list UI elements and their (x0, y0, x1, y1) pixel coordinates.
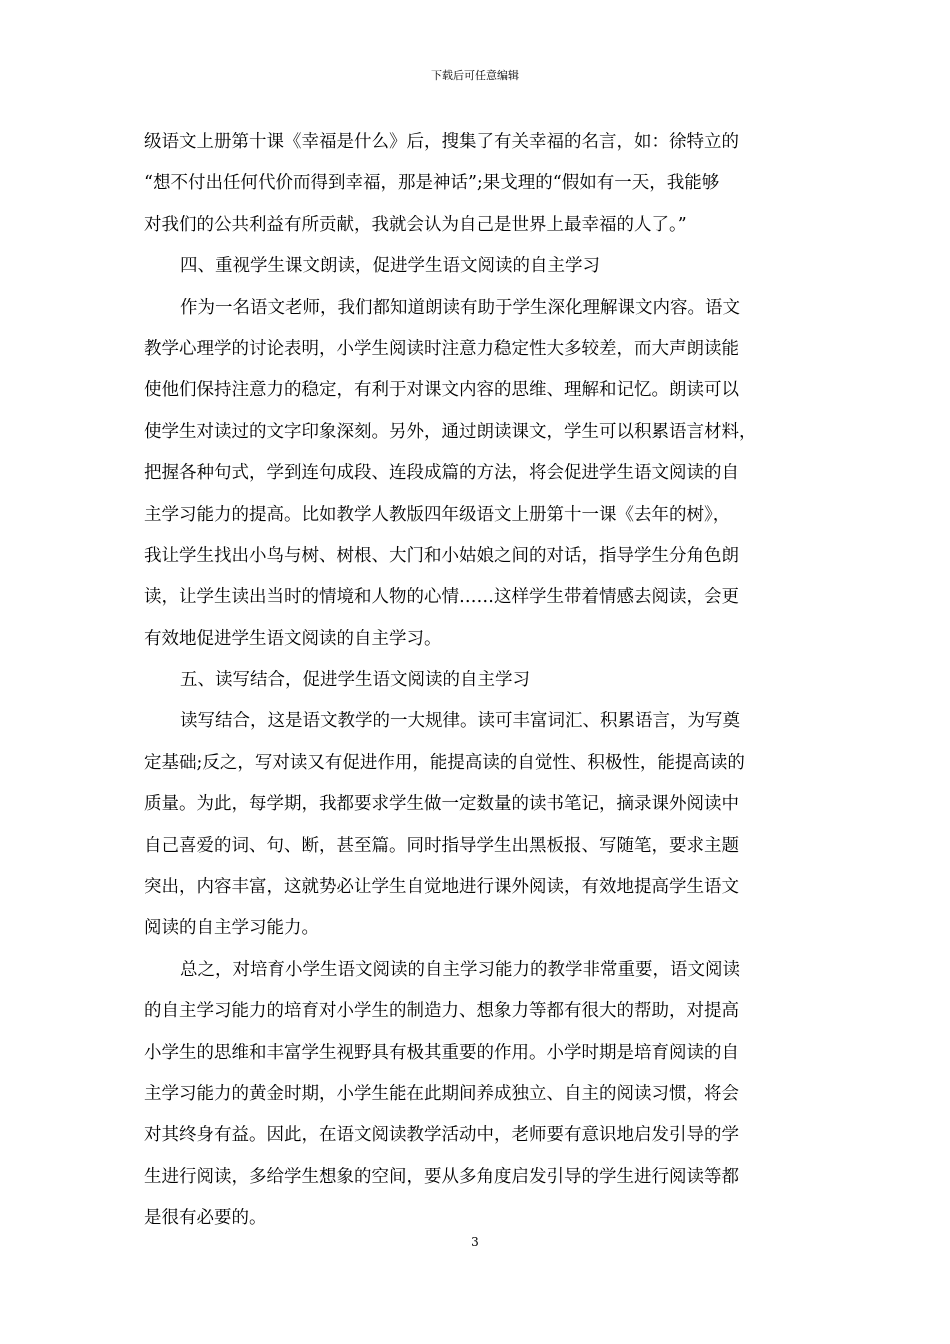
text-line: 我让学生找出小鸟与树、树根、大门和小姑娘之间的对话，指导学生分角色朗 (144, 545, 739, 566)
text-line: 把握各种句式，学到连句成段、连段成篇的方法，将会促进学生语文阅读的自 (144, 463, 739, 484)
page-number: 3 (471, 1235, 479, 1249)
text-line: 主学习能力的提高。比如教学人教版四年级语文上册第十一课《去年的树》， (144, 504, 731, 525)
text-line: 定基础;反之，写对读又有促进作用，能提高读的自觉性、积极性，能提高读的 (144, 752, 745, 773)
section-heading: 五、读写结合，促进学生语文阅读的自主学习 (180, 670, 530, 691)
text-line: 教学心理学的讨论表明，小学生阅读时注意力稳定性大多较差，而大声朗读能 (144, 338, 739, 359)
text-line: 读写结合，这是语文教学的一大规律。读可丰富词汇、积累语言，为写奠 (180, 711, 740, 732)
text-line: 作为一名语文老师，我们都知道朗读有助于学生深化理解课文内容。语文 (180, 297, 740, 318)
text-line: 使学生对读过的文字印象深刻。另外，通过朗读课文，学生可以积累语言材料， (144, 421, 757, 442)
text-line: 有效地促进学生语文阅读的自主学习。 (144, 628, 442, 649)
text-line: 主学习能力的黄金时期，小学生能在此期间养成独立、自主的阅读习惯，将会 (144, 1083, 739, 1104)
text-line: 突出，内容丰富，这就势必让学生自觉地进行课外阅读，有效地提高学生语文 (144, 877, 739, 898)
text-line: 阅读的自主学习能力。 (144, 918, 319, 939)
document-body (144, 122, 814, 1240)
section-heading: 四、重视学生课文朗读，促进学生语文阅读的自主学习 (180, 256, 600, 277)
text-line: 读，让学生读出当时的情境和人物的心情……这样学生带着情感去阅读，会更 (144, 587, 739, 608)
text-line: 级语文上册第十课《幸福是什么》后，搜集了有关幸福的名言，如：徐特立的 (144, 132, 739, 152)
text-line: 小学生的思维和丰富学生视野具有极其重要的作用。小学时期是培育阅读的自 (144, 1042, 739, 1063)
page-header: 下载后可任意编辑 (431, 69, 519, 82)
text-line: 对我们的公共利益有所贡献，我就会认为自己是世界上最幸福的人了。” (144, 214, 687, 235)
text-line: 生进行阅读，多给学生想象的空间，要从多角度启发引导的学生进行阅读等都 (144, 1166, 739, 1187)
text-line: “想不付出任何代价而得到幸福，那是神话”;果戈理的“假如有一天，我能够 (144, 173, 720, 194)
text-line: 质量。为此，每学期，我都要求学生做一定数量的读书笔记，摘录课外阅读中 (144, 794, 739, 815)
text-line: 对其终身有益。因此，在语文阅读教学活动中，老师要有意识地启发引导的学 (144, 1125, 739, 1146)
text-line: 的自主学习能力的培育对小学生的制造力、想象力等都有很大的帮助，对提高 (144, 1001, 739, 1022)
text-line: 总之，对培育小学生语文阅读的自主学习能力的教学非常重要，语文阅读 (180, 959, 740, 980)
text-line: 是很有必要的。 (144, 1208, 267, 1229)
text-line: 自己喜爱的词、句、断，甚至篇。同时指导学生出黑板报、写随笔，要求主题 (144, 835, 739, 856)
text-line: 使他们保持注意力的稳定，有利于对课文内容的思维、理解和记忆。朗读可以 (144, 380, 739, 401)
